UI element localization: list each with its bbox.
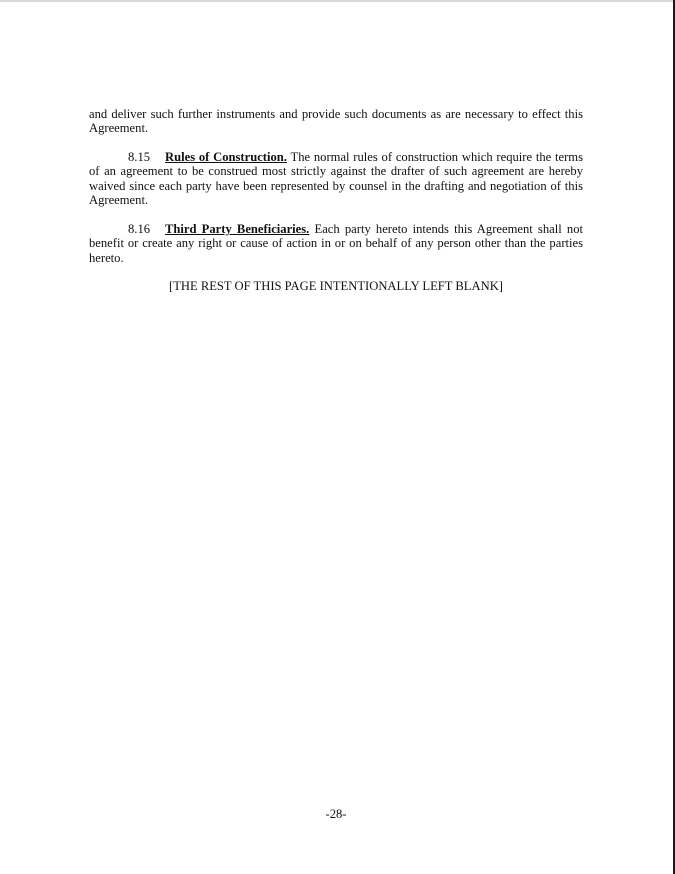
section-heading: Third Party Beneficiaries. bbox=[165, 222, 310, 236]
section-number: 8.15 bbox=[128, 150, 151, 164]
page-number: -28- bbox=[325, 807, 347, 821]
section-number: 8.16 bbox=[128, 222, 151, 236]
section-body: The normal rules of construction which require the terms of an agreement to be construed most strictly against the drafter of such agreement are hereby waived since each party have been represented by counsel in the drafting and negotiation of this Agreement. bbox=[89, 150, 583, 208]
section-body: Each party hereto intends this Agreement shall not benefit or create any right or cause of action in or on behalf of any person other than the parties hereto. bbox=[89, 222, 583, 265]
section-heading: Rules of Construction. bbox=[165, 150, 287, 164]
section-8-15 bbox=[89, 150, 583, 208]
page-top-edge bbox=[0, 0, 675, 2]
continuation-paragraph: and deliver such further instruments and provide such documents as are necessary to effect this Agreement. bbox=[89, 107, 583, 136]
intentionally-blank-notice: [THE REST OF THIS PAGE INTENTIONALLY LEFT BLANK] bbox=[169, 279, 503, 293]
section-8-16 bbox=[89, 222, 583, 265]
